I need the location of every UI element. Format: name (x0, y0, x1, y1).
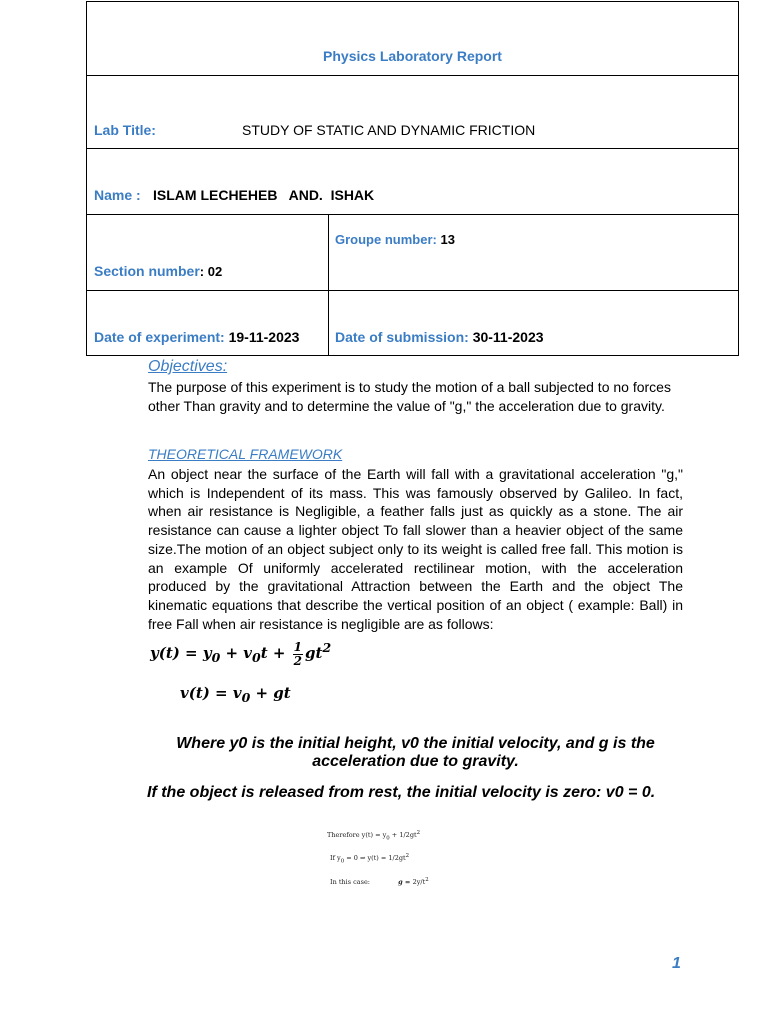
page-number: 1 (672, 955, 681, 972)
header-row-lab-title (87, 76, 738, 149)
header-row-section-group (87, 215, 738, 291)
report-header-table (86, 1, 739, 356)
report-title: Physics Laboratory Report (323, 48, 502, 64)
date-of-submission (335, 329, 544, 345)
derivation-line-1: Therefore $y(t) = y_0 + 1/2gt^2$ (327, 830, 421, 842)
name-value: ISLAM LECHEHEB AND. ISHAK (153, 187, 375, 203)
lab-title-label: Lab Title: (94, 122, 156, 138)
date-sub-label: Date of submission: (335, 329, 469, 345)
position-equation: $y(t) = y_0 + v_0t$ + $\frac{1}{2}$ $gt^2$ (150, 639, 332, 668)
theory-text: An object near the surface of the Earth will fall with a gravitational acceleration "g," which is Independent of its mass. This was famously observed by Galileo. In fact, when air resistance is Negligible, a feather falls just as quickly as a stone. The air resistance can cause a lighter object To fall slower than a heavier object of the same size.The motion of an object subject only to its weight is called free fall. This motion is an example Of uniformly accelerated rectilinear motion, with the acceleration produced by the gravitational Attraction between the Earth and the object The kinematic equations that describe the vertical position of an object ( example: Ball) in free Fall when air resistance is negligible are as follows: (148, 466, 683, 632)
one-half-fraction: $\frac{1}{2}$ (293, 639, 303, 668)
section-label: Section number (94, 263, 200, 279)
section-value: : 02 (199, 264, 223, 279)
derivation-line-3: In this case: $g = 2y/t^2$ (330, 877, 429, 887)
group-label: Groupe number: (335, 232, 437, 247)
where-note: Where y0 is the initial height, v0 the initial velocity, and g is the acceleration due to gravity. (176, 735, 655, 770)
header-row-title (87, 2, 738, 76)
lab-title-value: STUDY OF STATIC AND DYNAMIC FRICTION (242, 122, 536, 138)
group-value: 13 (440, 232, 455, 247)
date-of-experiment (94, 329, 299, 345)
section-number (94, 263, 222, 279)
name-label: Name : (94, 187, 141, 203)
header-row-dates (87, 291, 738, 356)
date-sub-value: 30-11-2023 (472, 329, 544, 345)
theory-heading: THEORETICAL FRAMEWORK (148, 446, 343, 462)
objectives-text: The purpose of this experiment is to study the motion of a ball subjected to no forces other Than gravity and to determine the value of "g," the acceleration due to gravity. (148, 379, 671, 414)
group-number (335, 232, 455, 247)
objectives-heading: Objectives: (148, 358, 228, 375)
rest-note: If the object is released from rest, the initial velocity is zero: v0 = 0. (147, 784, 656, 801)
velocity-equation: $v(t) = v_0$ + gt (180, 684, 291, 705)
header-row-name (87, 149, 738, 215)
derivation-line-2: If $y_0 = 0$ ⇒ $y(t) = 1/2gt^2$ (330, 853, 410, 865)
date-exp-value: 19-11-2023 (228, 329, 300, 345)
date-exp-label: Date of experiment: (94, 329, 225, 345)
